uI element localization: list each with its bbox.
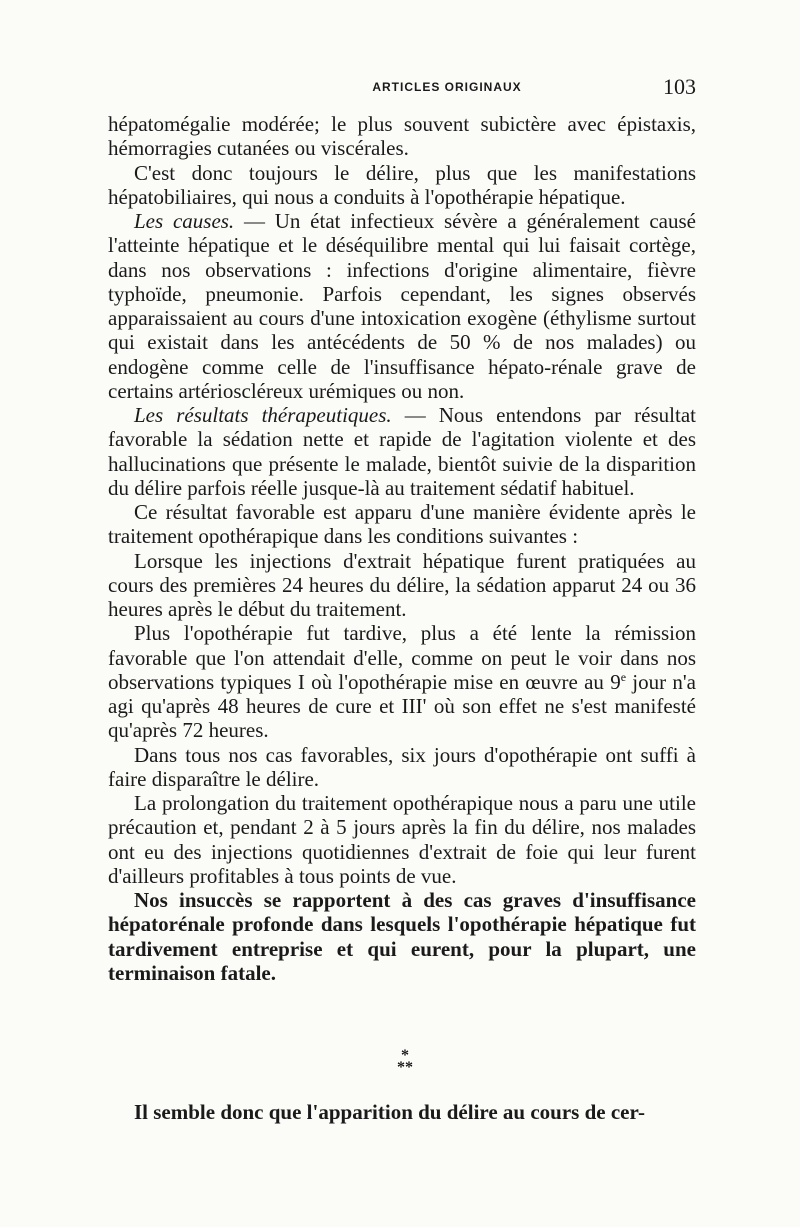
asterism-top: * <box>401 1047 409 1064</box>
paragraph-7-part-2: jour n'a agi qu'après 48 heures de cure et III' où son effet ne s'est manifesté qu'après 72 heures. <box>108 669 696 743</box>
paragraph-causes <box>108 209 696 403</box>
section-heading-results: Les résultats thérapeutiques. <box>134 403 392 427</box>
running-title: ARTICLES ORIGINAUX <box>372 80 522 94</box>
paragraph-2: C'est donc toujours le délire, plus que les manifestations hépatobiliaires, qui nous a conduits à l'opothérapie hépatique. <box>108 160 696 209</box>
paragraph-9: La prolongation du traitement opothérapique nous a paru une utile précaution et, pendant 2 à 5 jours après la fin du délire, nos malades ont eu des injections quotidiennes d'extrait de foie qui leur furent d'ailleurs profitables à tous points de vue. <box>108 791 696 888</box>
paragraph-10: Nos insuccès se rapportent à des cas graves d'insuffisance hépatorénale profonde dans lesquels l'opothérapie hépatique fut tardivement entreprise et qui eurent, pour la plupart, une terminaison fatale. <box>108 888 696 985</box>
asterism-bottom: ** <box>397 1059 413 1076</box>
paragraph-8: Dans tous nos cas favorables, six jours d'opothérapie ont suffi à faire disparaître le délire. <box>108 742 696 791</box>
section-heading-causes: Les causes. <box>134 209 235 233</box>
paragraph-5: Ce résultat favorable est apparu d'une manière évidente après le traitement opothérapique dans les conditions suivantes : <box>108 500 696 549</box>
body-text <box>108 112 696 985</box>
paragraph-1: hépatomégalie modérée; le plus souvent subictère avec épistaxis, hémorragies cutanées ou viscérales. <box>108 112 696 161</box>
page-number: 103 <box>663 74 696 99</box>
causes-text: — Un état infectieux sévère a généralement causé l'atteinte hépatique et le déséquilibre mental qui lui faisait cortège, dans nos observations : infections d'origine alimentaire, fièvre typhoïde, pneumonie. Parfois cependant, les signes observés apparaissaient au cours d'une intoxication exogène (éthylisme surtout qui existait dans les antécédents de 50 % de nos malades) ou endogène comme celle de l'insuffisance hépato-rénale grave de certains artérioscléreux urémiques ou non. <box>108 209 696 403</box>
running-head <box>108 74 696 100</box>
paragraph-7 <box>108 621 696 742</box>
paragraph-results <box>108 403 696 500</box>
asterism-separator <box>390 1047 420 1076</box>
closing-line: Il semble donc que l'apparition du délire au cours de cer- <box>134 1100 646 1124</box>
paragraph-6: Lorsque les injections d'extrait hépatique furent pratiquées au cours des premières 24 heures du délire, la sédation apparut 24 ou 36 heures après le début du traitement. <box>108 548 696 621</box>
paragraph-7-part-1: Plus l'opothérapie fut tardive, plus a été lente la rémission favorable que l'on attendait d'elle, comme on peut le voir dans nos observations typiques I où l'opothérapie mise en œuvre au 9 <box>108 621 696 694</box>
ordinal-superscript: e <box>620 669 627 684</box>
results-text: — Nous entendons par résultat favorable la sédation nette et rapide de l'agitation violente et des hallucinations que présente le malade, bientôt suivie de la disparition du délire parfois réelle jusque-là au traitement sédatif habituel. <box>108 403 696 500</box>
